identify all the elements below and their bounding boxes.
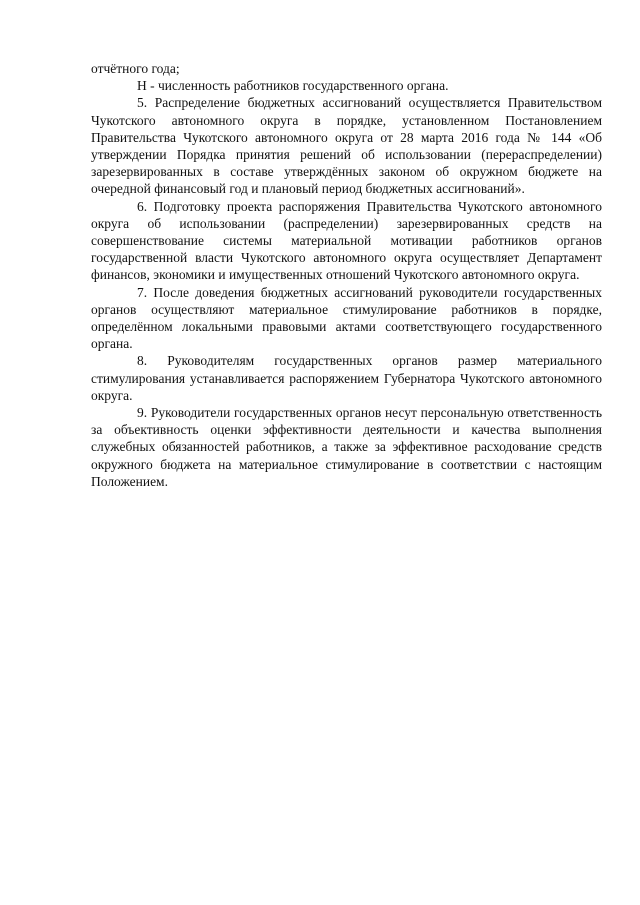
paragraph-item-6: 6. Подготовку проекта распоряжения Правительства Чукотского автономного округа об использовании (распределении) зарезервированных средств на совершенствование системы материальной мотивации работников органов государственной власти Чукотского автономного округа осуществляет Департамент финансов, экономики и имущественных отношений Чукотского автономного округа. bbox=[91, 198, 602, 283]
paragraph-formula-definition: Н - численность работников государственного органа. bbox=[137, 78, 449, 94]
paragraph-continuation: отчётного года; bbox=[91, 61, 180, 76]
paragraph-item-9: 9. Руководители государственных органов несут персональную ответственность за объективность оценки эффективности деятельности и качества выполнения служебных обязанностей работников, а также за эффективное расходование средств окружного бюджета на материальное стимулирование в соответствии с настоящим Положением. bbox=[91, 405, 602, 489]
paragraph-item-8: 8. Руководителям государственных органов размер материального стимулирования устанавливается распоряжением Губернатора Чукотского автономного округа. bbox=[91, 353, 602, 403]
paragraph-item-5: 5. Распределение бюджетных ассигнований осуществляется Правительством Чукотского автономного округа в порядке, установленном Постановлением Правительства Чукотского автономного округа от 28 марта 2016 года № 144 «Об утверждении Порядка принятия решений об использовании (перераспределении) зарезервированных в составе утверждённых законом об окружном бюджете на очередной финансовый год и плановый период бюджетных ассигнований». bbox=[91, 95, 602, 197]
paragraph-item-7: 7. После доведения бюджетных ассигнований руководители государственных органов осуществляют материальное стимулирование работников в порядке, определённом локальными правовыми актами соответствующего государственного органа. bbox=[91, 284, 602, 352]
document-body bbox=[91, 60, 602, 490]
